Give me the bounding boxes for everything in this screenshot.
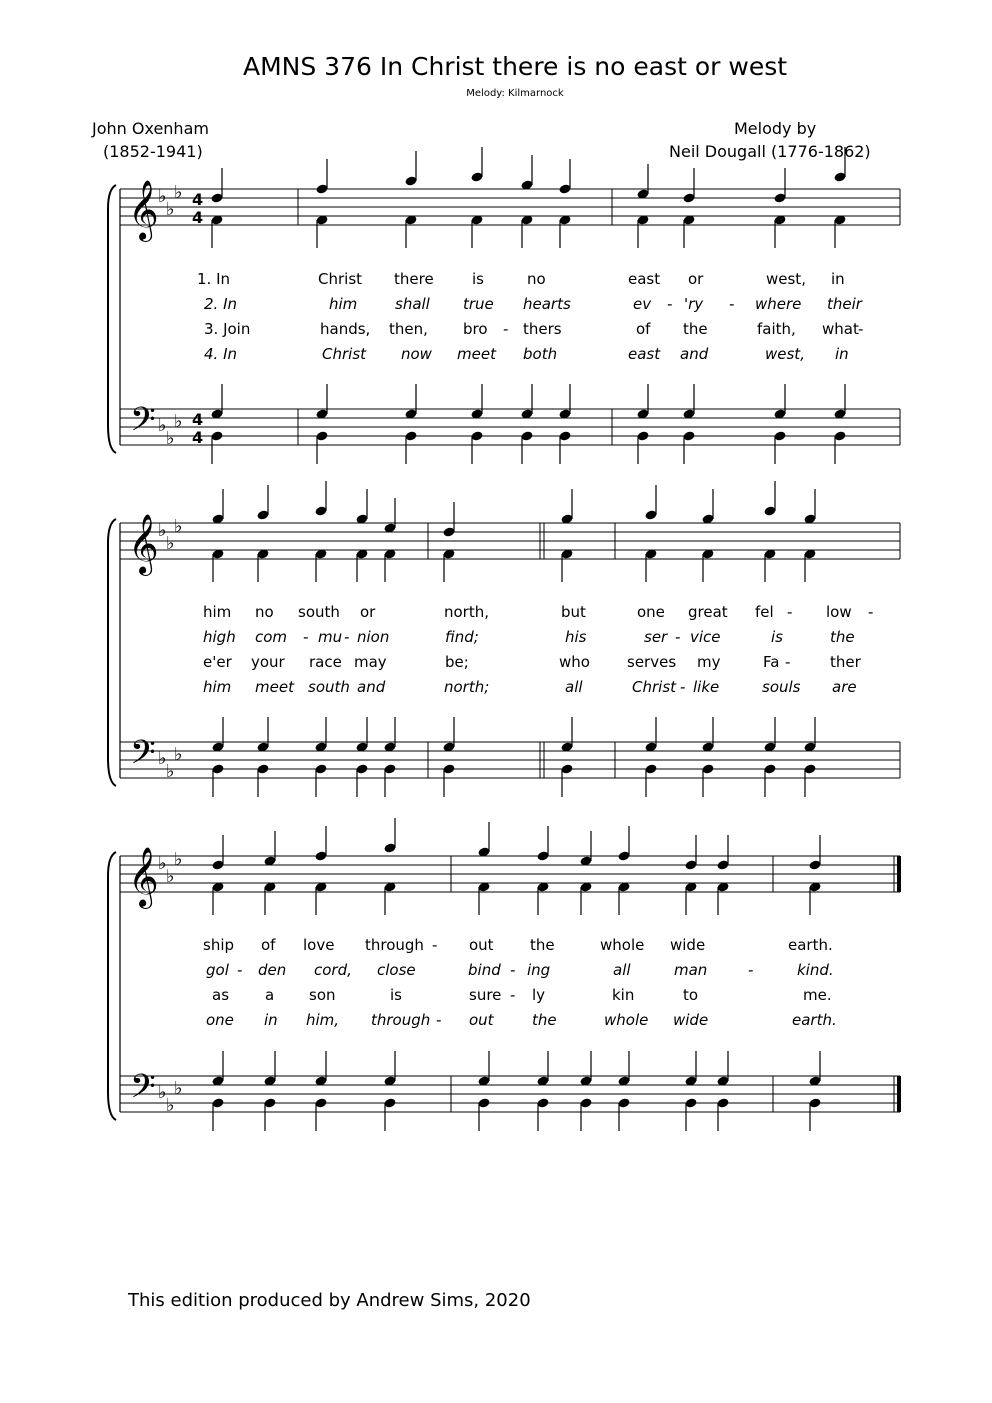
lyric-line: south bbox=[308, 678, 350, 696]
hymn-title: AMNS 376 In Christ there is no east or west bbox=[242, 52, 788, 81]
lyric-line: west, bbox=[766, 270, 806, 288]
lyric-line: where bbox=[755, 295, 802, 313]
system-1-lyrics-v4 bbox=[204, 345, 849, 363]
system-3-lyrics-v4 bbox=[206, 1011, 837, 1029]
lyric-line: him bbox=[203, 678, 232, 696]
lyric-line: all bbox=[613, 961, 631, 979]
lyric-line: through bbox=[365, 936, 424, 954]
lyric-line: east bbox=[628, 345, 661, 363]
lyric-line: east bbox=[628, 270, 661, 288]
lyric-line: serves bbox=[627, 653, 677, 671]
lyric-line: and bbox=[357, 678, 386, 696]
system-2-lyrics bbox=[203, 603, 873, 621]
lyric-line: out bbox=[469, 936, 494, 954]
lyric-line: 2. In bbox=[204, 295, 238, 313]
lyric-line: kind. bbox=[797, 961, 834, 979]
lyric-line: or bbox=[360, 603, 376, 621]
lyric-line: now bbox=[401, 345, 432, 363]
lyric-line: north, bbox=[444, 603, 490, 621]
system-1-lyrics-v2 bbox=[204, 295, 863, 313]
lyric-line: one bbox=[637, 603, 665, 621]
lyric-line: whole bbox=[600, 936, 645, 954]
lyric-line: or bbox=[688, 270, 704, 288]
lyric-line: meet bbox=[255, 678, 294, 696]
lyric-line: wide bbox=[670, 936, 706, 954]
lyric-line: great bbox=[688, 603, 728, 621]
lyric-line: is bbox=[472, 270, 484, 288]
lyric-line: true bbox=[463, 295, 494, 313]
flat-icon: ♭ bbox=[174, 744, 183, 765]
system-1-lyrics-v3 bbox=[204, 320, 863, 338]
lyric-line: hearts bbox=[523, 295, 571, 313]
lyric-line: - bbox=[510, 961, 516, 979]
lyric-line: find; bbox=[445, 628, 479, 646]
lyric-line: and bbox=[680, 345, 709, 363]
lyric-line: south bbox=[298, 603, 340, 621]
lyric-line: out bbox=[469, 1011, 494, 1029]
lyric-line: low bbox=[826, 603, 852, 621]
lyric-line: - bbox=[868, 603, 874, 621]
lyric-line: is bbox=[771, 628, 783, 646]
lyric-line: of bbox=[261, 936, 276, 954]
lyric-line: may bbox=[354, 653, 387, 671]
lyric-line: meet bbox=[457, 345, 496, 363]
lyric-line: - bbox=[510, 986, 516, 1004]
time-signature-icon: 4 bbox=[192, 428, 204, 447]
lyric-line: my bbox=[697, 653, 721, 671]
lyric-line: one bbox=[206, 1011, 234, 1029]
lyric-line: in bbox=[264, 1011, 278, 1029]
flat-icon: ♭ bbox=[174, 849, 183, 870]
lyric-line: all bbox=[565, 678, 583, 696]
lyric-line: then, bbox=[389, 320, 428, 338]
lyric-line: him bbox=[329, 295, 358, 313]
flat-icon: ♭ bbox=[158, 186, 167, 207]
lyric-line: Christ bbox=[322, 345, 367, 363]
flat-icon: ♭ bbox=[166, 533, 175, 554]
lyric-line: - bbox=[858, 320, 864, 338]
lyric-line: close bbox=[377, 961, 416, 979]
flat-icon: ♭ bbox=[174, 516, 183, 537]
poet-name: John Oxenham bbox=[92, 119, 209, 138]
system-2-lyrics-v3 bbox=[203, 653, 862, 671]
system-3-lyrics-v2 bbox=[206, 961, 834, 979]
lyric-line: bro bbox=[463, 320, 488, 338]
lyric-line: gol bbox=[206, 961, 229, 979]
lyric-line: - bbox=[237, 961, 243, 979]
system-3-lyrics-v3 bbox=[212, 986, 832, 1004]
system-bracket bbox=[108, 519, 116, 786]
bass-clef-icon: 𝄢 bbox=[130, 401, 156, 447]
flat-icon: ♭ bbox=[174, 1078, 183, 1099]
lyric-line: ther bbox=[830, 653, 861, 671]
bass-clef-icon: 𝄢 bbox=[130, 1068, 156, 1114]
lyric-line: through bbox=[371, 1011, 431, 1029]
flat-icon: ♭ bbox=[158, 415, 167, 436]
lyric-line: ev bbox=[633, 295, 652, 313]
clefs-and-signatures bbox=[128, 180, 203, 1116]
lyric-line: souls bbox=[762, 678, 801, 696]
lyric-line: ly bbox=[532, 986, 546, 1004]
lyric-line: den bbox=[258, 961, 287, 979]
treble-clef-icon: 𝄞 bbox=[128, 514, 159, 574]
lyric-line: - bbox=[675, 628, 681, 646]
lyric-line: nion bbox=[357, 628, 390, 646]
lyric-line: ing bbox=[527, 961, 551, 979]
lyric-line: earth. bbox=[788, 936, 833, 954]
flat-icon: ♭ bbox=[158, 520, 167, 541]
lyric-line: faith, bbox=[757, 320, 796, 338]
system-2-lyrics-v2 bbox=[203, 628, 855, 646]
flat-icon: ♭ bbox=[166, 1095, 175, 1116]
edition-credit: This edition produced by Andrew Sims, 2020 bbox=[128, 1290, 531, 1311]
lyric-line: north; bbox=[444, 678, 490, 696]
lyric-line: ship bbox=[203, 936, 235, 954]
lyric-line: who bbox=[559, 653, 590, 671]
lyric-line: no bbox=[255, 603, 274, 621]
lyric-line: e'er bbox=[203, 653, 232, 671]
lyric-line: - bbox=[667, 295, 673, 313]
lyric-line: 4. In bbox=[204, 345, 238, 363]
lyric-line: - bbox=[680, 678, 686, 696]
lyric-line: a bbox=[265, 986, 275, 1004]
lyric-line: to bbox=[683, 986, 699, 1004]
lyric-line: his bbox=[565, 628, 587, 646]
lyric-line: son bbox=[309, 986, 336, 1004]
lyric-line: as bbox=[212, 986, 230, 1004]
lyric-line: love bbox=[303, 936, 335, 954]
lyric-line: thers bbox=[523, 320, 562, 338]
lyric-line: but bbox=[561, 603, 586, 621]
lyric-line: sure bbox=[469, 986, 502, 1004]
lyric-line: race bbox=[309, 653, 342, 671]
composer-label: Melody by bbox=[734, 119, 817, 138]
lyric-line: - bbox=[787, 603, 793, 621]
system-3-lyrics bbox=[203, 936, 833, 954]
time-signature-icon: 4 bbox=[192, 410, 204, 429]
lyric-line: whole bbox=[604, 1011, 649, 1029]
lyric-line: the bbox=[683, 320, 708, 338]
lyric-line: high bbox=[203, 628, 236, 646]
lyric-line: wide bbox=[673, 1011, 709, 1029]
poet-dates: (1852-1941) bbox=[103, 142, 203, 161]
lyric-line: 3. Join bbox=[204, 320, 251, 338]
lyric-line: the bbox=[830, 628, 855, 646]
lyric-line: in bbox=[835, 345, 849, 363]
lyric-line: your bbox=[251, 653, 285, 671]
melody-name: Melody: Kilmarnock bbox=[466, 88, 564, 99]
treble-clef-icon: 𝄞 bbox=[128, 180, 159, 240]
flat-icon: ♭ bbox=[158, 853, 167, 874]
time-signature-icon: 4 bbox=[192, 208, 204, 227]
lyric-line: are bbox=[832, 678, 857, 696]
flat-icon: ♭ bbox=[174, 182, 183, 203]
lyric-line: be; bbox=[445, 653, 469, 671]
flat-icon: ♭ bbox=[174, 411, 183, 432]
lyric-line: no bbox=[527, 270, 546, 288]
lyric-line: kin bbox=[612, 986, 635, 1004]
lyric-line: - bbox=[303, 628, 309, 646]
lyric-line: me. bbox=[803, 986, 832, 1004]
lyric-line: of bbox=[636, 320, 651, 338]
lyric-line: west, bbox=[765, 345, 805, 363]
lyric-line: in bbox=[831, 270, 845, 288]
lyric-line: Christ bbox=[632, 678, 677, 696]
system-1-lyrics bbox=[197, 270, 845, 288]
lyric-line: hands, bbox=[320, 320, 371, 338]
lyric-line: mu bbox=[318, 628, 343, 646]
lyric-line: there bbox=[394, 270, 434, 288]
time-signature-icon: 4 bbox=[192, 190, 204, 209]
flat-icon: ♭ bbox=[166, 761, 175, 782]
lyric-line: Fa bbox=[763, 653, 780, 671]
lyric-line: the bbox=[530, 936, 555, 954]
composer-name-dates: Neil Dougall (1776-1862) bbox=[669, 142, 871, 161]
flat-icon: ♭ bbox=[158, 1082, 167, 1103]
system-2-lyrics-v4 bbox=[203, 678, 857, 696]
lyric-line: what bbox=[822, 320, 859, 338]
lyric-line: vice bbox=[690, 628, 721, 646]
flat-icon: ♭ bbox=[166, 866, 175, 887]
lyric-line: the bbox=[532, 1011, 557, 1029]
lyric-line: man bbox=[674, 961, 708, 979]
flat-icon: ♭ bbox=[166, 199, 175, 220]
lyric-line: earth. bbox=[792, 1011, 837, 1029]
lyric-line: 'ry bbox=[684, 295, 704, 313]
bass-clef-icon: 𝄢 bbox=[130, 734, 156, 780]
system-bracket bbox=[108, 852, 116, 1120]
lyric-line: fel bbox=[755, 603, 774, 621]
lyric-line: - bbox=[503, 320, 509, 338]
lyric-line: him, bbox=[306, 1011, 340, 1029]
lyric-line: their bbox=[827, 295, 862, 313]
lyric-line: - bbox=[785, 653, 791, 671]
lyric-line: bind bbox=[468, 961, 501, 979]
lyric-line: both bbox=[523, 345, 558, 363]
system-bracket bbox=[108, 185, 116, 453]
lyric-line: - bbox=[729, 295, 735, 313]
treble-clef-icon: 𝄞 bbox=[128, 847, 159, 907]
lyric-line: - bbox=[748, 961, 754, 979]
lyric-line: - bbox=[432, 936, 438, 954]
flat-icon: ♭ bbox=[166, 428, 175, 449]
flat-icon: ♭ bbox=[158, 748, 167, 769]
lyric-line: Christ bbox=[318, 270, 363, 288]
lyric-line: - bbox=[436, 1011, 442, 1029]
lyric-line: shall bbox=[395, 295, 430, 313]
lyric-line: is bbox=[390, 986, 402, 1004]
lyric-line: com bbox=[255, 628, 288, 646]
lyric-line: ser bbox=[644, 628, 668, 646]
lyric-line: - bbox=[344, 628, 350, 646]
lyric-line: 1. In bbox=[197, 270, 231, 288]
lyric-line: him bbox=[203, 603, 232, 621]
lyric-line: like bbox=[693, 678, 720, 696]
lyric-line: cord, bbox=[314, 961, 352, 979]
